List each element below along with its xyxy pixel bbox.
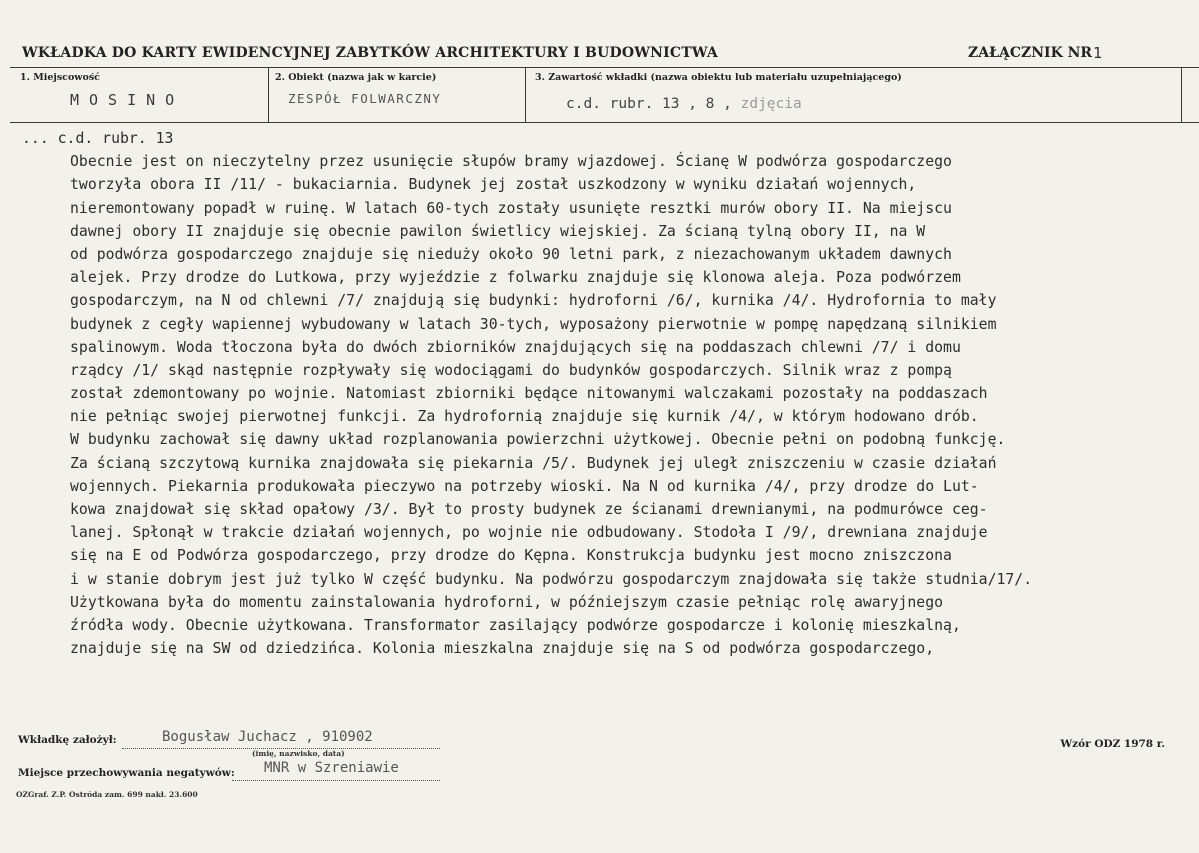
body-line: Użytkowana była do momentu zainstalowania hydroforni, w późniejszym czasie pełniąc rolę awaryjnego bbox=[70, 593, 944, 611]
header-rule-top bbox=[10, 67, 1199, 68]
storage-label: Miejsce przechowywania negatywów: bbox=[18, 767, 235, 779]
annex-label: ZAŁĄCZNIK NR bbox=[968, 45, 1093, 61]
body-line: się na E od Podwórza gospodarczego, przy drodze do Kępna. Konstrukcja budynku jest mocno zniszczona bbox=[70, 547, 952, 565]
contents-label: 3. Zawartość wkładki (nazwa obiektu lub materiału uzupełniającego) bbox=[535, 72, 902, 83]
body-line: został zdemontowany po wojnie. Natomiast zbiorniki będące nitowanymi walczakami pozostały na poddaszach bbox=[70, 385, 988, 403]
body-line: spalinowym. Woda tłoczona była do dwóch zbiorników znajdujących się na poddaszach chlewni /7/ i domu bbox=[70, 338, 961, 356]
body-line: nieremontowany popadł w ruinę. W latach 60-tych zostały usunięte resztki murów obory II. Na miejscu bbox=[70, 199, 952, 217]
body-line: tworzyła obora II /11/ - bukaciarnia. Budynek jej został uszkodzony w wyniku działań wojennych, bbox=[70, 176, 917, 194]
field-divider-3 bbox=[1181, 67, 1182, 122]
body-line: wojennych. Piekarnia produkowała pieczywo na potrzeby wioski. Na N od kurnika /4/, przy drodze do Lut- bbox=[70, 477, 979, 495]
town-label: 1. Miejscowość bbox=[20, 72, 100, 83]
body-line: gospodarczym, na N od chlewni /7/ znajdują się budynki: hydroforni /6/, kurnika /4/. Hydrofornia to mały bbox=[70, 292, 997, 310]
body-line: od podwórza gospodarczego znajduje się nieduży około 90 letni park, z niezachowanym układem dawnych bbox=[70, 245, 952, 263]
storage-value: MNR w Szreniawie bbox=[264, 760, 399, 776]
body-intro: ... c.d. rubr. 13 bbox=[22, 130, 174, 147]
contents-value-main: c.d. rubr. 13 , 8 , bbox=[566, 96, 732, 112]
object-value: ZESPÓŁ FOLWARCZNY bbox=[288, 91, 442, 106]
contents-value-faded: zdjęcia bbox=[740, 96, 802, 112]
header-rule-bottom bbox=[10, 122, 1199, 123]
object-label: 2. Obiekt (nazwa jak w karcie) bbox=[275, 72, 437, 83]
author-sub-caption: (imię, nazwisko, data) bbox=[252, 749, 345, 758]
author-value: Bogusław Juchacz , 910902 bbox=[162, 729, 373, 745]
printer-note: OZGraf. Z.P. Ostróda zam. 699 nakł. 23.600 bbox=[16, 790, 198, 799]
author-label: Wkładkę założył: bbox=[18, 734, 117, 746]
body-line: W budynku zachował się dawny układ rozplanowania powierzchni użytkowej. Obecnie pełni on podobną funkcję. bbox=[70, 431, 1006, 449]
card-title: WKŁADKA DO KARTY EWIDENCYJNEJ ZABYTKÓW ARCHITEKTURY I BUDOWNICTWA bbox=[22, 45, 718, 61]
annex-number: 1 bbox=[1093, 44, 1103, 62]
body-line: budynek z cegły wapiennej wybudowany w latach 30-tych, wyposażony pierwotnie w pompę napędzaną silnikiem bbox=[70, 315, 997, 333]
storage-dotline bbox=[232, 780, 440, 781]
field-divider-1 bbox=[268, 67, 269, 122]
body-line: znajduje się na SW od dziedzińca. Kolonia mieszkalna znajduje się na S od podwórza gospodarczego, bbox=[70, 640, 935, 658]
form-pattern: Wzór ODZ 1978 r. bbox=[1060, 738, 1165, 750]
town-value: MOSINO bbox=[70, 91, 185, 109]
field-divider-2 bbox=[525, 67, 526, 122]
body-line: alejek. Przy drodze do Lutkowa, przy wyjeździe z folwarku znajduje się klonowa aleja. Poza podwórzem bbox=[70, 269, 961, 287]
body-line: źródła wody. Obecnie użytkowana. Transformator zasilający podwórze gospodarcze i kolonię mieszkalną, bbox=[70, 616, 961, 634]
body-line: dawnej obory II znajduje się obecnie pawilon świetlicy wiejskiej. Za ścianą tylną obory II, na W bbox=[70, 222, 926, 240]
body-line: lanej. Spłonął w trakcie działań wojennych, po wojnie nie odbudowany. Stodoła I /9/, drewniana znajduje bbox=[70, 524, 988, 542]
body-line: i w stanie dobrym jest już tylko W część budynku. Na podwórzu gospodarczym znajdowała się także studnia/17/. bbox=[70, 570, 1033, 588]
body-text bbox=[22, 127, 1192, 660]
body-line: rządcy /1/ skąd następnie rozpływały się wodociągami do budynków gospodarczych. Silnik wraz z pompą bbox=[70, 361, 952, 379]
body-line: kowa znajdował się skład opałowy /3/. Był to prosty budynek ze ścianami drewnianymi, na podmurówce ceg- bbox=[70, 501, 988, 518]
body-line: Za ścianą szczytową kurnika znajdowała się piekarnia /5/. Budynek jej uległ zniszczeniu w czasie działań bbox=[70, 454, 997, 472]
body-line: nie pełniąc swojej pierwotnej funkcji. Za hydrofornią znajduje się kurnik /4/, w którym hodowano drób. bbox=[70, 408, 979, 426]
contents-value bbox=[566, 96, 802, 112]
body-line: Obecnie jest on nieczytelny przez usunięcie słupów bramy wjazdowej. Ścianę W podwórza gospodarczego bbox=[70, 153, 952, 171]
